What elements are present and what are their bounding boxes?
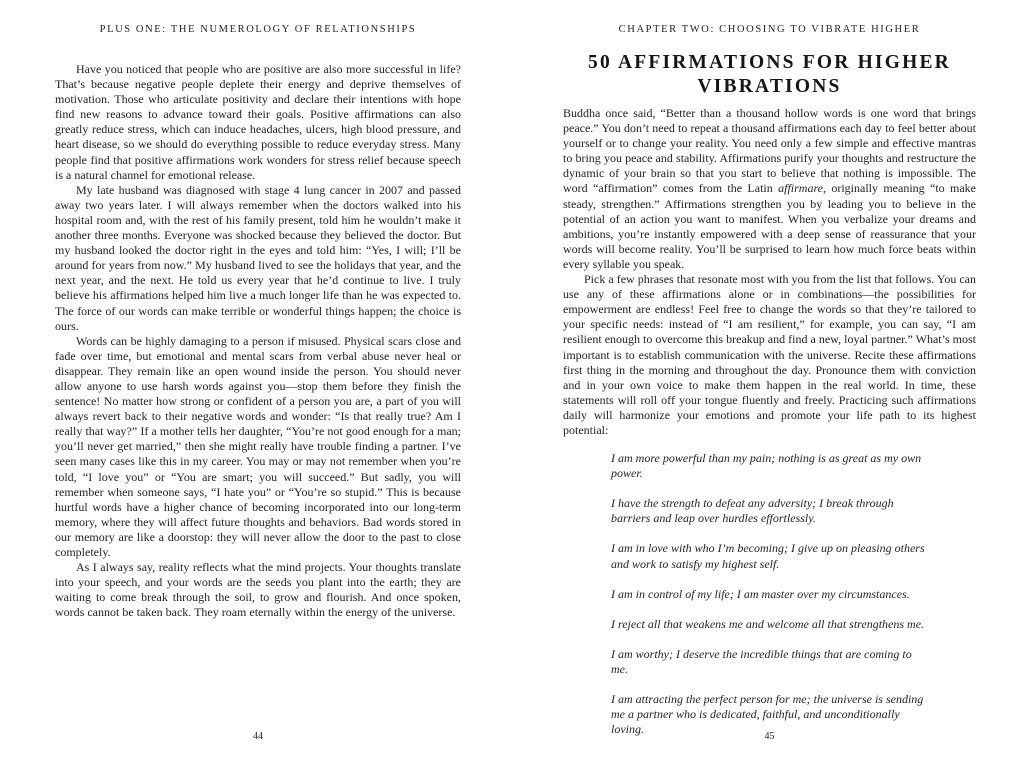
right-running-head: CHAPTER TWO: CHOOSING TO VIBRATE HIGHER	[618, 24, 921, 35]
right-paragraph-2: Pick a few phrases that resonate most with you from the list that follows. You can use any of these affirmations alone or in combinations—the possibilities for empowerment are endless! Feel free to change the words so that they’re tailored to your specific needs: instead of “I am resilient,” for example, you can say, “I am resilient enough to overcome this breakup and find a new, loyal partner.” What’s most important is to establish communication with the universe. Recite these affirmations first thing in the morning and throughout the day. Pronounce them with conviction and in your own voice to make them happen in the real world. In time, these statements will roll off your tongue fluently and freely. Practicing such affirmations daily will harmonize your emotions and promote your life path to its highest potential:	[563, 272, 976, 437]
right-page	[563, 0, 976, 768]
left-page	[55, 0, 461, 768]
right-paragraph-1: Buddha once said, “Better than a thousand hollow words is one word that brings peace.” You don’t need to repeat a thousand affirmations each day to feel better about yourself or to change your reality. You need only a few simple and effective mantras to bring you peace and stability. Affirmations purify your thoughts and restructure the dynamic of your brain so that you start to believe that nothing is impossible. The word “affirmation” comes from the Latin affirmare, originally meaning “to make steady, strengthen.” Affirmations strengthen you by leading you to believe in the potential of an action you want to manifest. When you verbalize your dreams and ambitions, you’re instantly empowered with a deep sense of reassurance that your words will become reality. You’ll be surprised to learn how much force beats within every syllable you speak.	[563, 106, 976, 271]
affirmation-item: I am in love with who I’m becoming; I give up on pleasing others and work to satisfy my highest self.	[611, 541, 925, 571]
left-paragraph-4: As I always say, reality reflects what the mind projects. Your thoughts translate into your speech, and your words are the seeds you plant into the earth; they are waiting to come break through the soil, to grow and flourish. And once spoken, words cannot be taken back. They roam eternally within the energy of the universe.	[55, 560, 461, 620]
chapter-title: 50 AFFIRMATIONS FOR HIGHER VIBRATIONS	[588, 52, 951, 97]
left-paragraph-1: Have you noticed that people who are positive are also more successful in life? That’s because negative people deplete their energy and deprive themselves of motivation. Those who articulate positivity and declare their intentions with hope find new reasons to advance toward their goals. Positive affirmations can also greatly reduce stress, which can induce headaches, ulcers, high blood pressure, and heart disease, so we should do everything possible to reduce everyday stress. Many people find that positive affirmations work wonders for stress relief because speech is a natural channel for emotional release.	[55, 62, 461, 182]
affirmation-item: I am in control of my life; I am master over my circumstances.	[611, 586, 910, 601]
right-body-text	[563, 106, 976, 438]
left-body-text	[55, 62, 461, 620]
affirmation-item: I reject all that weakens me and welcome all that strengthens me.	[611, 616, 925, 631]
left-paragraph-2: My late husband was diagnosed with stage 4 lung cancer in 2007 and passed away two years later. I will always remember when the doctors walked into his hospital room and, with the rest of his family present, told him he wouldn’t make it another three months. Everyone was shocked because they believed the doctor. But my husband looked the doctor right in the eyes and told him: “Yes, I will; I’ll be around for years from now.” My husband lived to see the holidays that year, and the next year, and the next. He told us every year that he’d continue to live. I truly believe his affirmations helped him live a much longer life than he was expected to. The force of our words can make terrible or wonderful things happen; the choice is ours.	[55, 182, 461, 333]
left-page-number: 44	[253, 731, 263, 742]
affirmation-item: I am attracting the perfect person for me; the universe is sending me a partner who is dedicated, faithful, and unconditionally loving.	[611, 692, 924, 737]
affirmation-item: I am more powerful than my pain; nothing is as great as my own power.	[611, 451, 922, 481]
left-running-head: PLUS ONE: THE NUMEROLOGY OF RELATIONSHIPS	[99, 24, 417, 35]
affirmation-item: I have the strength to defeat any adversity; I break through barriers and leap over hurdles effortlessly.	[611, 496, 894, 526]
affirmation-item: I am worthy; I deserve the incredible things that are coming to me.	[611, 646, 912, 676]
left-paragraph-3: Words can be highly damaging to a person if misused. Physical scars close and fade over time, but emotional and mental scars from verbal abuse never heal or disappear. They remain like an open wound inside the person. You should never allow anyone to use harsh words against you—stop them before they finish the sentence! No matter how strong or confident of a person you are, a part of you will always revert back to their negative words and wonder: “Is that really true? Am I really that way?” If a mother tells her daughter, “You’re not good enough for a man; you’ll never get married,” then she might really have trouble finding a partner. I’ve seen many cases like this in my career. You may or may not remember when you’re told, “I love you” or “You are smart; you will succeed.” But sadly, you will remember when someone says, “I hate you” or “You’re so stupid.” This is because hurtful words have a higher chance of becoming incorporated into our long-term memory, where they will affect future thoughts and behaviors. Bad words stored in our memory are like a doorstop: they will never allow the door to the past to close completely.	[55, 333, 461, 559]
right-page-number: 45	[764, 731, 775, 742]
affirmations-list	[563, 451, 976, 737]
